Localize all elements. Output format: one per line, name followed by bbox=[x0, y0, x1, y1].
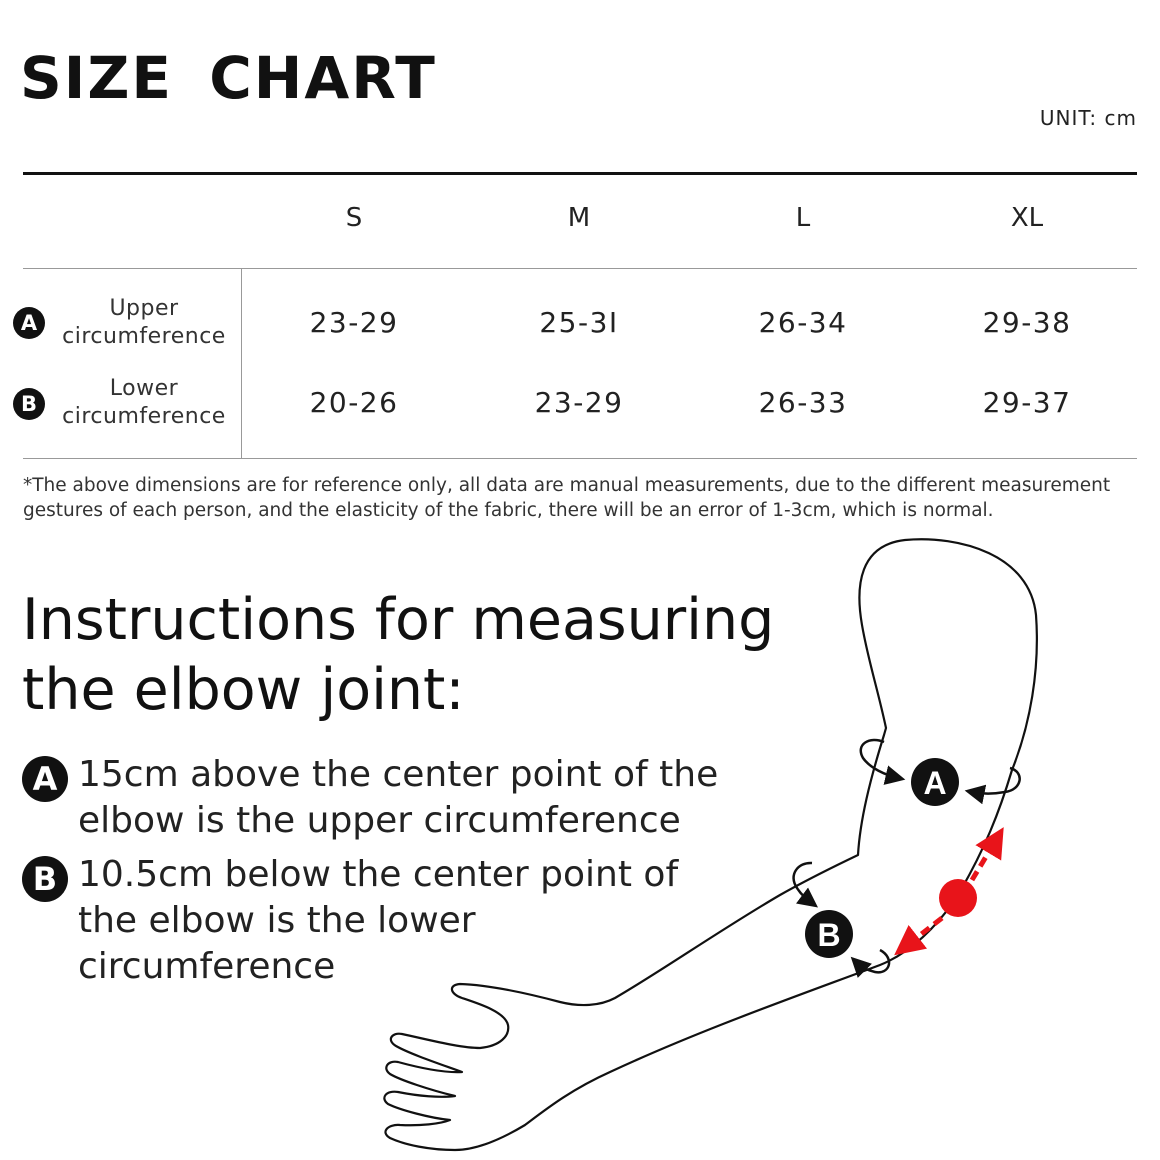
row-b-badge: B bbox=[13, 388, 45, 420]
instruction-b-line2: the elbow is the lower bbox=[78, 900, 476, 941]
upper-wrap-arrow-left bbox=[861, 740, 898, 778]
elbow-center-point bbox=[939, 879, 977, 917]
row-b-cell-xl: 29-37 bbox=[982, 386, 1072, 419]
row-a-badge: A bbox=[13, 307, 45, 339]
arm-outline bbox=[384, 539, 1037, 1150]
note-line-1: *The above dimensions are for reference only, all data are manual measurements, due to the different measurement bbox=[23, 475, 1111, 496]
instruction-b-line3: circumference bbox=[78, 946, 336, 987]
size-header-m: M bbox=[567, 203, 591, 233]
size-header-xl: XL bbox=[1010, 203, 1044, 233]
heading-line-2: the elbow joint: bbox=[22, 657, 465, 723]
row-b-cell-m: 23-29 bbox=[534, 386, 624, 419]
size-header-l: L bbox=[795, 203, 811, 233]
row-a-label-line1: Upper bbox=[109, 296, 179, 321]
row-a-label-line2: circumference bbox=[62, 324, 226, 349]
size-chart-title: SIZE CHART bbox=[20, 44, 437, 112]
heading-line-1: Instructions for measuring bbox=[22, 587, 775, 653]
marker-b-label: B bbox=[817, 917, 841, 953]
instruction-a-line1: 15cm above the center point of the bbox=[78, 754, 719, 795]
instruction-b-badge: B bbox=[22, 856, 68, 902]
row-b-label-line1: Lower bbox=[109, 376, 179, 401]
instruction-b-line1: 10.5cm below the center point of bbox=[78, 854, 679, 895]
row-b-label-line2: circumference bbox=[62, 404, 226, 429]
row-b-cell-l: 26-33 bbox=[758, 386, 848, 419]
instruction-a-line2: elbow is the upper circumference bbox=[78, 800, 681, 841]
unit-label: UNIT: cm bbox=[1039, 106, 1137, 130]
size-header-s: S bbox=[345, 203, 363, 233]
lower-wrap-arrow-bottom bbox=[856, 950, 889, 972]
row-a-cell-m: 25-3I bbox=[539, 306, 619, 339]
row-a-cell-s: 23-29 bbox=[309, 306, 399, 339]
row-a-cell-l: 26-34 bbox=[758, 306, 848, 339]
row-a-cell-xl: 29-38 bbox=[982, 306, 1072, 339]
row-b-cell-s: 20-26 bbox=[309, 386, 399, 419]
lower-distance-arrow bbox=[906, 918, 942, 946]
instruction-a-badge: A bbox=[22, 756, 68, 802]
note-line-2: gestures of each person, and the elasticity of the fabric, there will be an error of 1-3cm, which is normal. bbox=[23, 500, 994, 521]
marker-a-label: A bbox=[923, 765, 947, 801]
